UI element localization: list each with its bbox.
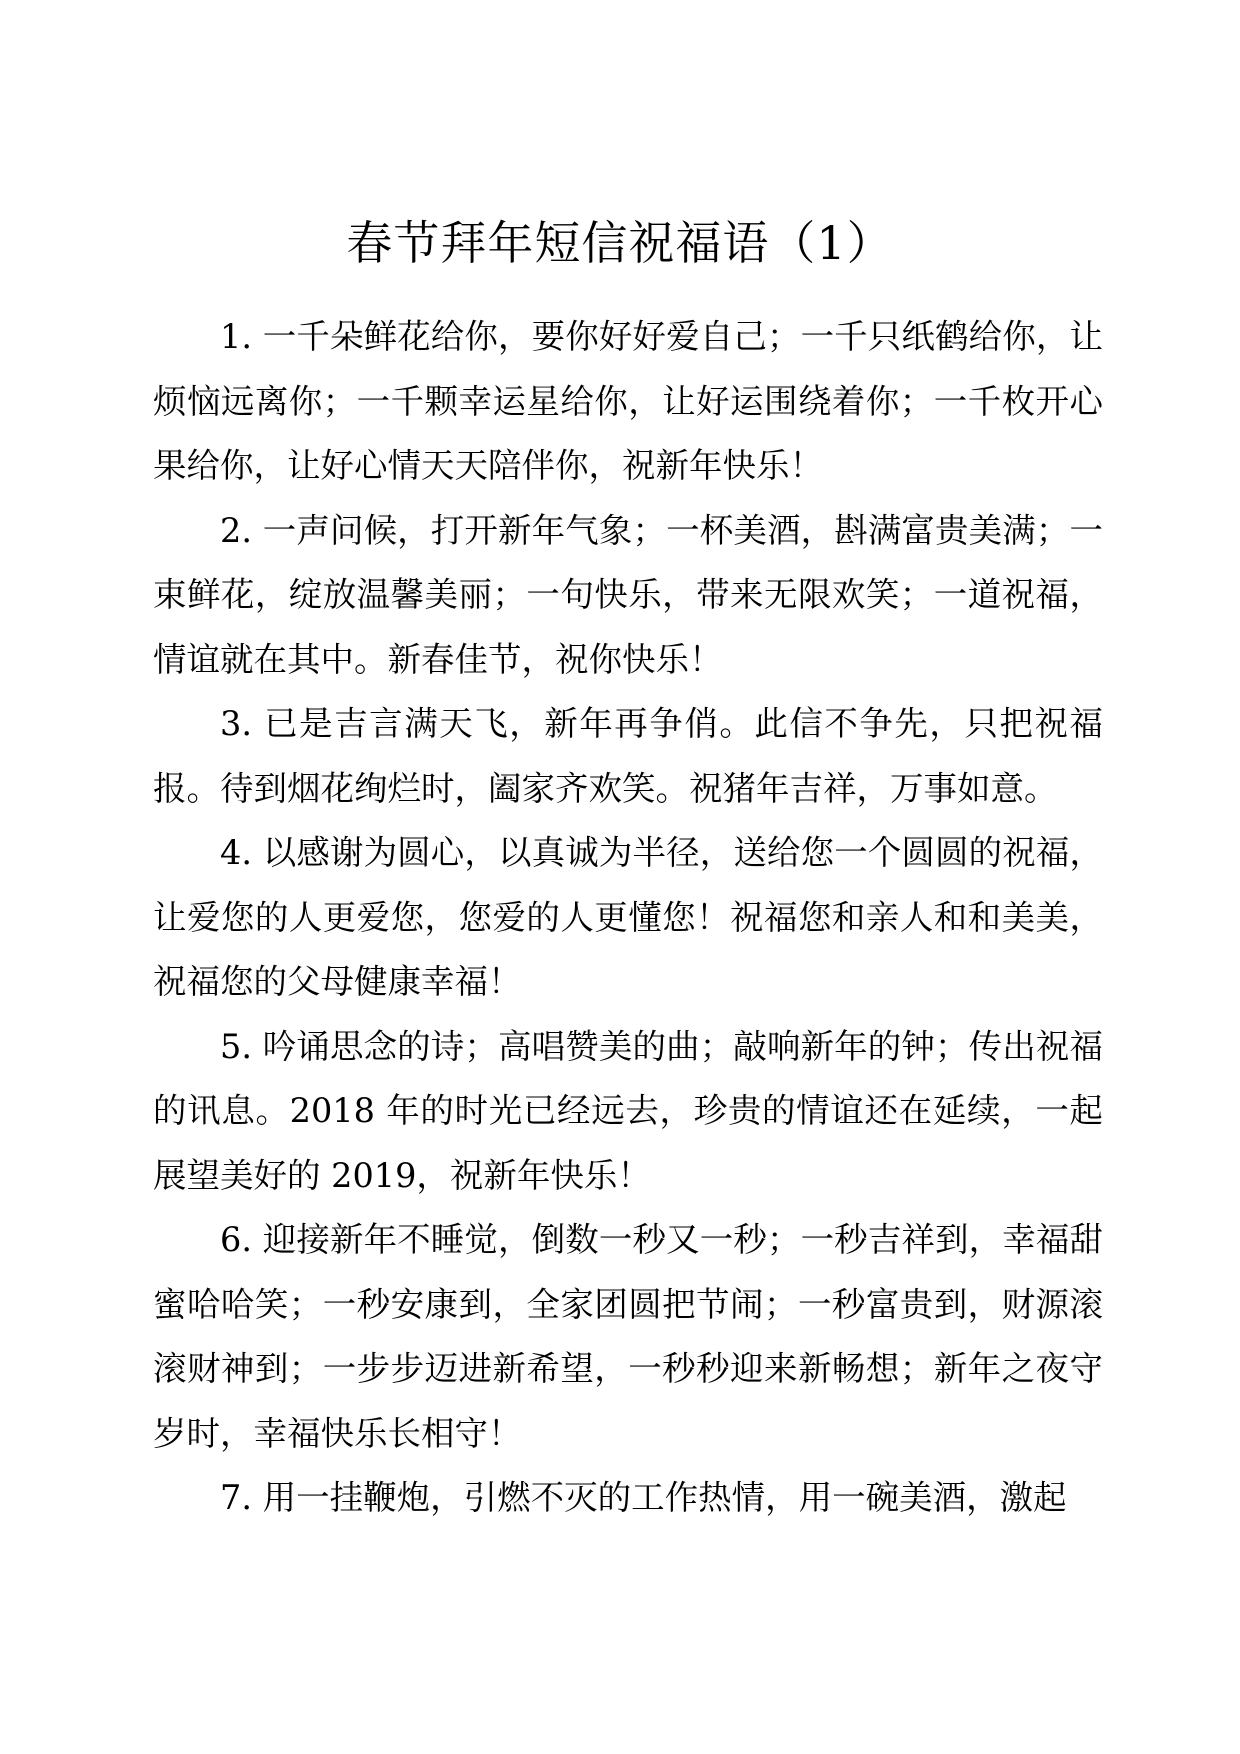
paragraph-7: 7. 用一挂鞭炮，引燃不灭的工作热情，用一碗美酒，激起 bbox=[220, 1478, 1067, 1517]
paragraph-3: 3. 已是吉言满天飞，新年再争俏。此信不争先，只把祝福报。待到烟花绚烂时，阖家齐欢笑。祝猪年吉祥，万事如意。 bbox=[153, 704, 1103, 808]
paragraph-2: 2. 一声问候，打开新年气象；一杯美酒，斟满富贵美满；一束鲜花，绽放温馨美丽；一句快乐，带来无限欢笑；一道祝福，情谊就在其中。新春佳节，祝你快乐！ bbox=[153, 510, 1103, 679]
paragraph-4: 4. 以感谢为圆心，以真诚为半径，送给您一个圆圆的祝福，让爱您的人更爱您，您爱的人更懂您！祝福您和亲人和和美美，祝福您的父母健康幸福！ bbox=[153, 833, 1103, 1001]
paragraph-5: 5. 吟诵思念的诗；高唱赞美的曲；敲响新年的钟；传出祝福的讯息。2018 年的时光已经远去，珍贵的情谊还在延续，一起展望美好的 2019，祝新年快乐！ bbox=[153, 1026, 1103, 1195]
document-title: 春节拜年短信祝福语（1） bbox=[346, 216, 894, 270]
paragraph-6: 6. 迎接新年不睡觉，倒数一秒又一秒；一秒吉祥到，幸福甜蜜哈哈笑；一秒安康到，全家团圆把节闹；一秒富贵到，财源滚滚财神到；一步步迈进新希望，一秒秒迎来新畅想；新年之夜守岁时，幸福快乐长相守！ bbox=[153, 1220, 1103, 1453]
document-body bbox=[153, 305, 1103, 1531]
paragraph-1: 1. 一千朵鲜花给你，要你好好爱自己；一千只纸鹤给你，让烦恼远离你；一千颗幸运星给你，让好运围绕着你；一千枚开心果给你，让好心情天天陪伴你，祝新年快乐！ bbox=[153, 317, 1103, 485]
